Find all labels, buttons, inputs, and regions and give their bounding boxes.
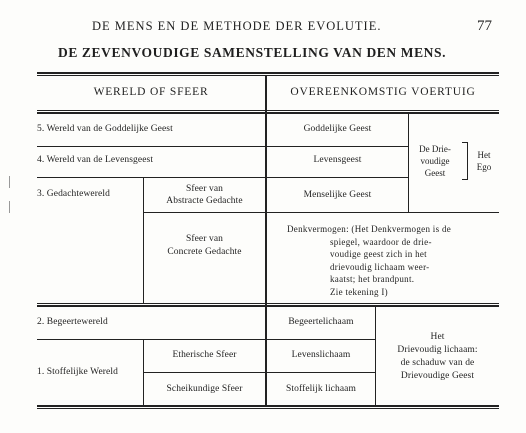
table-top-rule-thin (37, 75, 499, 76)
threefold-spirit-label (409, 143, 461, 179)
sphere-concrete-line1: Sfeer van (185, 234, 224, 244)
vehicle-human-spirit: Menselijke Geest (303, 190, 372, 200)
sphere-abstract-line2: Abstracte Gedachte (166, 196, 243, 206)
ego-line2: Ego (476, 162, 492, 172)
ego-brace (462, 142, 468, 180)
sphere-concrete-thought (144, 233, 265, 259)
row-desire-world: 2. Begeertewereld (37, 317, 108, 327)
header-bottom-rule (37, 110, 499, 111)
table-bottom-rule-thin (37, 408, 499, 409)
row-thought-world: 3. Gedachtewereld (37, 189, 110, 199)
threefold-body-note (376, 331, 499, 383)
margin-mark (9, 201, 10, 213)
sphere-chemical: Scheikundige Sfeer (166, 384, 243, 394)
table-bottom-rule (37, 405, 499, 407)
threefold-spirit-line1: De Drie- (419, 144, 451, 154)
threefold-body-line2: Drievoudig lichaam: (397, 345, 478, 355)
threefold-spirit-line3: Geest (424, 168, 446, 178)
row-divine-spirit: 5. Wereld van de Goddelijke Geest (37, 124, 173, 134)
running-title: DE MENS EN DE METHODE DER EVOLUTIE. (92, 19, 382, 33)
header-bottom-rule-thick (37, 112, 499, 114)
mind-note (287, 223, 451, 298)
page-number: 77 (477, 18, 492, 34)
vehicle-vital-body: Levenslichaam (291, 350, 351, 360)
sphere-abstract-thought (144, 183, 265, 207)
mind-note-line4: drievoudig lichaam weer- (330, 261, 430, 272)
vehicle-human-rule (266, 212, 499, 213)
vehicle-life-spirit: Levensgeest (313, 155, 362, 165)
mind-note-line2: spiegel, waardoor de drie- (330, 236, 432, 247)
vehicle-desire-body: Begeertelichaam (288, 317, 354, 327)
row5-rule (37, 146, 409, 147)
mind-note-line5: kaatst; het brandpunt. (330, 274, 415, 284)
row2-rule (37, 339, 375, 340)
ego-line1: Het (477, 150, 491, 160)
table-top-rule (37, 72, 499, 74)
page-title: DE ZEVENVOUDIGE SAMENSTELLING VAN DEN MENS. (58, 45, 447, 60)
threefold-spirit-line2: voudige (420, 156, 450, 166)
row-life-spirit: 4. Wereld van de Levensgeest (37, 155, 154, 165)
sphere-abstract-rule (143, 212, 266, 213)
threefold-body-line1: Het (430, 332, 445, 342)
vehicle-divine-spirit: Goddelijke Geest (303, 124, 372, 134)
row-physical-world: 1. Stoffelijke Wereld (37, 367, 118, 377)
sphere-abstract-line1: Sfeer van (185, 184, 224, 194)
sphere-etheric: Etherische Sfeer (172, 350, 237, 360)
row4-rule (37, 177, 409, 178)
threefold-body-line3: de schaduw van de (400, 358, 475, 368)
sphere-concrete-line2: Concrete Gedachte (167, 247, 242, 257)
row3-bottom-rule-thick (37, 305, 499, 307)
mind-note-line1: Denkvermogen: (Het Denkvermogen is de (287, 224, 452, 234)
row3-bottom-rule (37, 303, 499, 304)
column-header-world: WERELD OF SFEER (93, 86, 209, 98)
margin-mark (9, 176, 10, 188)
mind-note-line3: voudige geest zich in het (330, 249, 427, 259)
row1-rule (143, 372, 375, 373)
mind-note-line6: Zie tekening I) (330, 286, 388, 297)
ego-label (469, 149, 499, 173)
threefold-body-line4: Drievoudige Geest (400, 371, 475, 381)
vehicle-physical-body: Stoffelijk lichaam (286, 384, 356, 394)
column-header-vehicle: OVEREENKOMSTIG VOERTUIG (290, 86, 476, 98)
